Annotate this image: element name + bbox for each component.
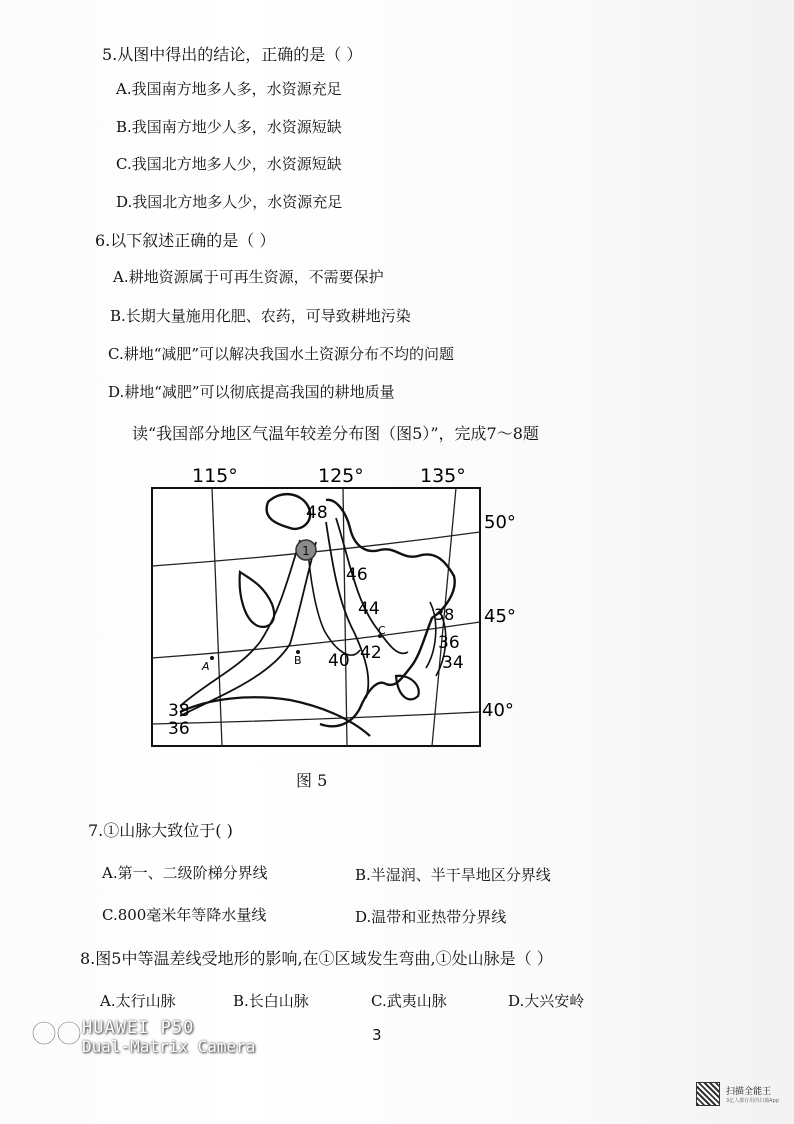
isoline-label-38-east: 38	[434, 605, 455, 624]
point-b-label: B	[294, 654, 302, 667]
q8-option-d: D.大兴安岭	[508, 992, 585, 1010]
q6-option-b: B.长期大量施用化肥、农药，可导致耕地污染	[110, 307, 411, 325]
q5-stem: 5.从图中得出的结论，正确的是（ ）	[102, 45, 363, 64]
isoline-label-46: 46	[346, 565, 368, 585]
lat-label-45: 45°	[484, 606, 516, 627]
point-a-label: A	[202, 660, 210, 673]
q8-option-c: C.武夷山脉	[371, 992, 447, 1010]
scanner-label: 扫描全能王	[726, 1087, 772, 1097]
qr-code-icon	[696, 1082, 720, 1106]
lat-label-50: 50°	[484, 512, 516, 533]
q5-option-c: C.我国北方地多人少，水资源短缺	[116, 155, 342, 173]
scanner-badge	[696, 1080, 786, 1110]
isoline-label-48: 48	[306, 503, 328, 523]
q5-option-b: B.我国南方地少人多，水资源短缺	[116, 118, 342, 136]
q7-option-a: A.第一、二级阶梯分界线	[102, 864, 268, 882]
isoline-label-34: 34	[442, 653, 464, 673]
page-number: 3	[372, 1026, 382, 1044]
isoline-label-44: 44	[358, 599, 380, 619]
q6-option-d: D.耕地“减肥”可以彻底提高我国的耕地质量	[108, 383, 395, 401]
isoline-label-40: 40	[328, 651, 350, 671]
temperature-range-map	[140, 462, 516, 762]
isoline-label-36-west: 36	[168, 719, 190, 739]
watermark-brand: HUAWEI P50	[82, 1018, 195, 1038]
q5-option-d: D.我国北方地多人少，水资源充足	[116, 193, 343, 211]
q5-option-a: A.我国南方地多人多，水资源充足	[116, 80, 342, 98]
q7-option-c: C.800毫米年等降水量线	[102, 906, 267, 924]
lon-label-125: 125°	[318, 465, 364, 487]
q6-option-c: C.耕地“减肥”可以解决我国水土资源分布不均的问题	[108, 345, 455, 363]
q8-stem: 8.图5中等温差线受地形的影响,在①区域发生弯曲,①处山脉是（ ）	[80, 949, 553, 968]
isoline-label-38-west: 38	[168, 701, 190, 721]
q6-stem: 6.以下叙述正确的是（ ）	[95, 231, 276, 250]
point-c-label: C	[378, 624, 386, 637]
map-intro-text: 读“我国部分地区气温年较差分布图（图5）”，完成7～8题	[132, 424, 539, 443]
q8-option-b: B.长白山脉	[233, 992, 309, 1010]
q7-option-d: D.温带和亚热带分界线	[355, 908, 507, 926]
lon-label-135: 135°	[420, 465, 466, 487]
watermark-camera: Dual-Matrix Camera	[82, 1037, 256, 1056]
scanner-sub: 3亿人都在用的扫描App	[726, 1098, 779, 1104]
isoline-label-36-east: 36	[438, 633, 460, 653]
q8-option-a: A.太行山脉	[100, 992, 176, 1010]
region-marker-label: 1	[302, 544, 310, 558]
point-a-dot	[210, 656, 214, 660]
q7-stem: 7.①山脉大致位于( )	[88, 821, 233, 840]
isoline-label-42: 42	[360, 643, 382, 663]
q7-option-b: B.半湿润、半干旱地区分界线	[355, 866, 551, 884]
camera-rings-icon	[32, 1018, 82, 1048]
q6-option-a: A.耕地资源属于可再生资源，不需要保护	[113, 268, 384, 286]
lon-label-115: 115°	[192, 465, 238, 487]
lat-label-40: 40°	[482, 700, 514, 721]
figure-caption: 图 5	[296, 771, 328, 790]
